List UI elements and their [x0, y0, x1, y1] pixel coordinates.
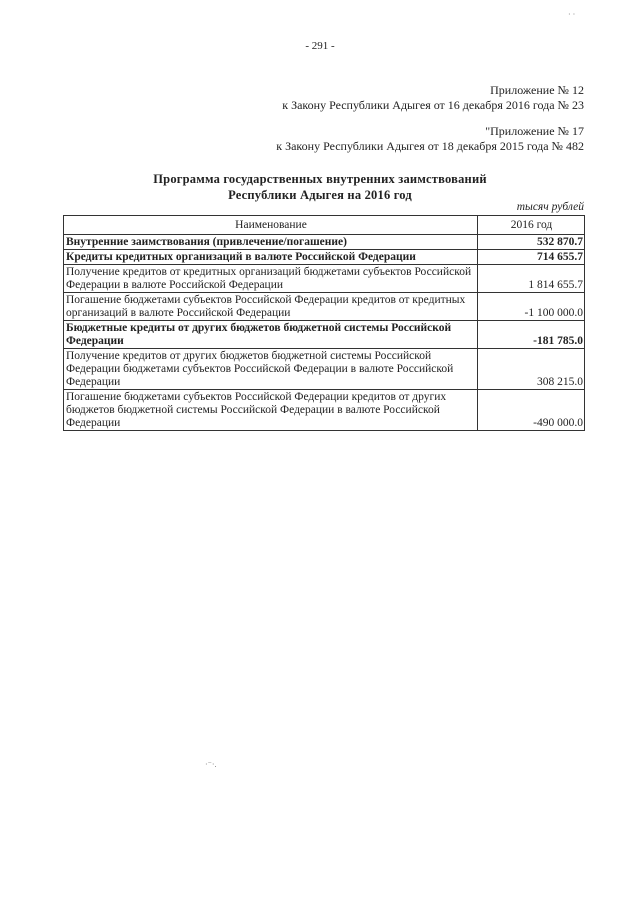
table-row — [64, 321, 585, 349]
row-name: Бюджетные кредиты от других бюджетов бюджетной системы Российской Федерации — [64, 321, 478, 349]
table-row — [64, 390, 585, 431]
table-row — [64, 235, 585, 250]
appendix-12-law-ref: к Закону Республики Адыгея от 16 декабря 2016 года № 23 — [282, 98, 584, 112]
row-name: Внутренние заимствования (привлечение/погашение) — [64, 235, 478, 250]
table-row — [64, 349, 585, 390]
table-row — [64, 293, 585, 321]
row-value: 532 870.7 — [478, 235, 585, 250]
table-header-row — [64, 216, 585, 235]
appendix-12-header — [282, 83, 584, 113]
row-name: Получение кредитов от других бюджетов бюджетной системы Российской Федерации бюджетами субъектов Российской Федерации в валюте Российской Федерации — [64, 349, 478, 390]
table-row — [64, 265, 585, 293]
appendix-12-title: Приложение № 12 — [490, 83, 584, 97]
title-line-2: Республики Адыгея на 2016 год — [228, 188, 412, 202]
appendix-17-header — [276, 124, 584, 154]
row-name: Кредиты кредитных организаций в валюте Российской Федерации — [64, 250, 478, 265]
row-value: 714 655.7 — [478, 250, 585, 265]
title-line-1: Программа государственных внутренних заимствований — [153, 172, 487, 186]
scan-artifact: ·⁻·. — [205, 760, 217, 769]
row-value: -181 785.0 — [478, 321, 585, 349]
appendix-17-title: "Приложение № 17 — [485, 124, 584, 138]
row-value: 1 814 655.7 — [478, 265, 585, 293]
units-label: тысяч рублей — [516, 201, 584, 213]
row-name: Погашение бюджетами субъектов Российской Федерации кредитов от кредитных организаций в валюте Российской Федерации — [64, 293, 478, 321]
header-year: 2016 год — [478, 216, 585, 235]
row-name: Получение кредитов от кредитных организаций бюджетами субъектов Российской Федерации в валюте Российской Федерации — [64, 265, 478, 293]
row-name: Погашение бюджетами субъектов Российской Федерации кредитов от других бюджетов бюджетной системы Российской Федерации в валюте Российской Федерации — [64, 390, 478, 431]
table-row — [64, 250, 585, 265]
row-value: -490 000.0 — [478, 390, 585, 431]
header-name: Наименование — [64, 216, 478, 235]
appendix-17-law-ref: к Закону Республики Адыгея от 18 декабря 2015 года № 482 — [276, 139, 584, 153]
row-value: 308 215.0 — [478, 349, 585, 390]
page-number: - 291 - — [305, 40, 335, 52]
document-title — [80, 171, 560, 203]
borrowing-program-table — [63, 215, 585, 431]
scan-artifact: · · — [568, 10, 576, 19]
row-value: -1 100 000.0 — [478, 293, 585, 321]
